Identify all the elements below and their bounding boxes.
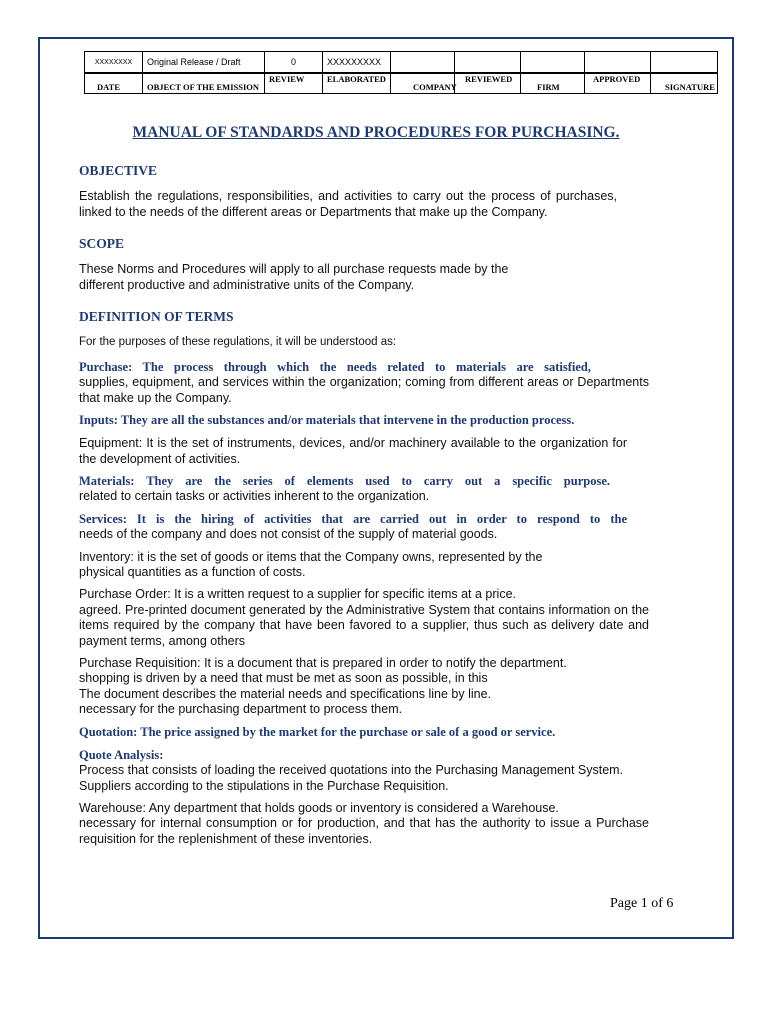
header-object: OBJECT OF THE EMISSION bbox=[143, 73, 265, 94]
term-quote-analysis-line-2: Suppliers according to the stipulations in the Purchase Requisition. bbox=[79, 778, 449, 793]
term-materials bbox=[79, 474, 649, 505]
header-approved: APPROVED bbox=[585, 73, 651, 94]
term-purchase-text: supplies, equipment, and services within the organization; coming from different areas or Departments that make up the Company. bbox=[79, 375, 649, 405]
term-purchase bbox=[79, 360, 649, 406]
objective-heading: OBJECTIVE bbox=[79, 163, 158, 178]
revision-table bbox=[84, 51, 718, 94]
scope-line-2: different productive and administrative units of the Company. bbox=[79, 277, 415, 292]
term-requisition-line-4: necessary for the purchasing department to process them. bbox=[79, 702, 403, 717]
term-warehouse-line-1: Warehouse: Any department that holds goods or inventory is considered a Warehouse. bbox=[79, 800, 559, 815]
term-quote-analysis-line-1: Process that consists of loading the received quotations into the Purchasing Management System. bbox=[79, 763, 624, 778]
term-warehouse-text: necessary for internal consumption or for production, and that has the authority to issue a Purchase requisition for the replenishment of these inventories. bbox=[79, 816, 649, 846]
definitions-intro: For the purposes of these regulations, it will be understood as: bbox=[79, 336, 397, 349]
objective-text: Establish the regulations, responsibilities, and activities to carry out the process of purchases, linked to the needs of the different areas or Departments that make up the Company. bbox=[79, 189, 617, 219]
term-quote-analysis-lead: Quote Analysis: bbox=[79, 747, 164, 762]
term-requisition-line-2: shopping is driven by a need that must be met as soon as possible, in this bbox=[79, 671, 488, 686]
term-purchase-order-line-1: Purchase Order: It is a written request to a supplier for specific items at a price. bbox=[79, 587, 516, 602]
term-purchase-requisition bbox=[79, 656, 649, 718]
term-services bbox=[79, 512, 649, 543]
header-review: REVIEW bbox=[265, 73, 323, 94]
scope-heading: SCOPE bbox=[79, 236, 125, 252]
term-quotation: Quotation: The price assigned by the market for the purchase or sale of a good or service. bbox=[79, 724, 556, 739]
revision-values-row bbox=[85, 52, 718, 74]
revision-company-value bbox=[391, 52, 455, 74]
revision-signature-value bbox=[651, 52, 718, 74]
term-purchase-order bbox=[79, 587, 649, 649]
header-company: COMPANY bbox=[391, 73, 455, 94]
term-quote-analysis bbox=[79, 748, 671, 794]
header-reviewed: REVIEWED bbox=[455, 73, 521, 94]
revision-object-value: Original Release / Draft bbox=[143, 52, 265, 74]
term-inventory-line-1: Inventory: it is the set of goods or items that the Company owns, represented by the bbox=[79, 549, 543, 564]
document-title-block bbox=[0, 124, 768, 142]
header-elaborated: ELABORATED bbox=[323, 73, 391, 94]
revision-header-row bbox=[85, 73, 718, 94]
term-materials-text: related to certain tasks or activities inherent to the organization. bbox=[79, 489, 430, 504]
term-inputs: Inputs: They are all the substances and/or materials that intervene in the production process. bbox=[79, 413, 575, 428]
scope-line-1: These Norms and Procedures will apply to all purchase requests made by the bbox=[79, 262, 509, 277]
scope-text bbox=[79, 262, 649, 293]
term-requisition-line-1: Purchase Requisition: It is a document that is prepared in order to notify the department. bbox=[79, 656, 567, 671]
term-services-text: needs of the company and does not consist of the supply of material goods. bbox=[79, 527, 498, 542]
document-title: MANUAL OF STANDARDS AND PROCEDURES FOR PURCHASING. bbox=[132, 124, 620, 141]
term-warehouse bbox=[79, 801, 649, 847]
term-materials-lead: Materials: They are the series of elements used to carry out a specific purpose. bbox=[79, 474, 610, 488]
header-date: DATE bbox=[85, 73, 143, 94]
revision-date-value: XXXXXXXX bbox=[85, 52, 143, 74]
revision-reviewed-value bbox=[455, 52, 521, 74]
revision-approved-value bbox=[585, 52, 651, 74]
term-equipment: Equipment: It is the set of instruments, devices, and/or machinery available to the organization for the development of activities. bbox=[79, 436, 627, 466]
revision-elaborated-value: XXXXXXXXX bbox=[323, 52, 391, 74]
term-inventory bbox=[79, 550, 649, 581]
document-body bbox=[79, 163, 649, 854]
definitions-heading: DEFINITION OF TERMS bbox=[79, 309, 234, 325]
term-purchase-order-text: agreed. Pre-printed document generated by the Administrative System that contains information on the items required by the company that have been favored to a supplier, thus such as delivery date and payment terms, among others bbox=[79, 602, 649, 648]
term-inventory-line-2: physical quantities as a function of costs. bbox=[79, 565, 306, 580]
revision-review-value: 0 bbox=[265, 52, 323, 74]
page-number: Page 1 of 6 bbox=[610, 896, 674, 911]
revision-firm-value bbox=[521, 52, 585, 74]
term-purchase-lead: Purchase: The process through which the needs related to materials are satisfied, bbox=[79, 359, 591, 374]
term-services-lead: Services: It is the hiring of activities that are carried out in order to respond to the bbox=[79, 511, 627, 526]
header-signature: SIGNATURE bbox=[651, 73, 718, 94]
header-firm: FIRM bbox=[521, 73, 585, 94]
term-requisition-line-3: The document describes the material needs and specifications line by line. bbox=[79, 686, 492, 701]
